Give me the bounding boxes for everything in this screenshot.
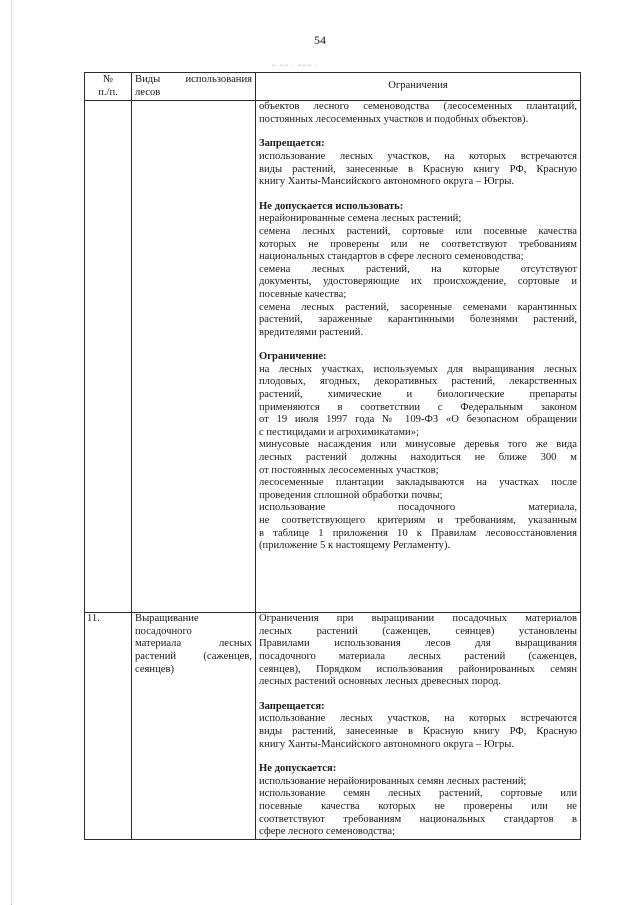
prohibited-list [259,713,577,751]
text-line: соответствуют требованиям национальных стандартов в [259,813,577,825]
text-line: посевные качества которых не проверены или не [259,800,577,812]
text-line: применяются в соответствии с Федеральным законом [259,401,577,413]
text-line: книгу Ханты-Мансийского автономного округа – Югры. [259,738,515,750]
scan-mark: ~ ~~ · ~~~ · [272,62,319,70]
text-line: использование лесных участков, на которых встречаются [259,150,577,162]
text-line: использование посадочного материала, [259,502,577,514]
text-line: сеянцев), Порядком использования районированных семян [259,663,577,675]
restriction-intro [259,613,577,689]
text-line: с пестицидами и агрохимикатами»; [259,426,419,438]
table-row [85,613,581,840]
header-restrictions: Ограничения [256,73,581,101]
restriction-intro [259,101,577,126]
row-use-cell [132,613,256,840]
not-allowed-list [259,213,577,339]
row-number: 11. [85,613,132,840]
text-line: объектов лесного семеноводства (лесосеменных плантаций, [259,101,577,113]
text-line: Ограничения при выращивании посадочных материалов [259,613,577,625]
forest-use-name [135,613,252,676]
text-line: в таблице 1 приложения 10 к Правилам лесовосстановления [259,527,577,539]
table-row [85,101,581,613]
not-allowed-heading: Не допускается: [259,763,337,775]
text-line: постоянных лесосеменных участков и подобных объектов). [259,113,529,125]
row-use-cell [132,101,256,613]
not-allowed-list [259,776,577,839]
text-line: лесных растений должны находиться не ближе 300 м [259,452,577,464]
restrictions-table [84,72,581,840]
text-line: от постоянных лесосеменных участков; [259,464,439,476]
text-line: лесосеменные плантации закладываются на участках после [259,477,577,489]
text-line: посадочного материала лесных растений (саженцев, [259,650,577,662]
header-forest-uses [132,73,256,101]
restriction-heading: Ограничение: [259,351,327,363]
header-number-line: № [102,74,114,85]
row-restrictions-cell [256,613,581,840]
text-line: сфере лесного семеноводства; [259,826,396,838]
restriction-list [259,364,577,553]
text-line: материала лесных [135,638,252,650]
text-line: семена лесных растений, сортовые или посевные качества [259,225,577,237]
text-line: национальных стандартов в сфере лесного семеноводства; [259,251,524,263]
text-line: посевные качества; [259,288,347,300]
text-line: Выращивание [135,613,199,625]
not-allowed-heading: Не допускается использовать: [259,200,404,212]
row-restrictions-cell [256,101,581,613]
binding-line [11,0,12,905]
text-line: использование семян лесных растений, сортовые или [259,788,577,800]
text-line: Правилами использования лесов для выращивания [259,638,577,650]
text-line: нерайонированные семена лесных растений; [259,213,462,225]
header-uses-line: Виды использования [135,74,252,85]
table-header-row [85,73,581,101]
text-line: документы, удостоверяющие их происхождение, сортовые и [259,276,577,288]
row-number-cell [85,101,132,613]
text-line: семена лесных растений, на которые отсутствуют [259,263,577,275]
header-number [85,73,132,101]
text-line: лесных растений основных лесных древесных пород. [259,676,502,688]
text-line: растений (саженцев, [135,650,252,662]
text-line: (приложение 5 к настоящему Регламенту). [259,540,451,552]
text-line: посадочного [135,625,192,637]
text-line: которых не проверены или не соответствуют требованиям [259,238,577,250]
prohibited-list [259,151,577,189]
text-line: вредителями растений. [259,326,364,338]
text-line: минусовые насаждения или минусовые деревья того же вида [259,439,577,451]
text-line: растений, зараженные карантинными болезнями растений, [259,314,577,326]
text-line: сеянцев) [135,663,174,675]
prohibited-heading: Запрещается: [259,138,325,150]
text-line: виды растений, занесенные в Красную книгу РФ, Красную [259,725,577,737]
text-line: проведения сплошной обработки почвы; [259,489,443,501]
text-line: на лесных участках, используемых для выращивания лесных [259,363,577,375]
text-line: использование нерайонированных семян лесных растений; [259,775,527,787]
header-number-line: п./п. [98,86,118,98]
text-line: плодовых, ягодных, декоративных растений, лекарственных [259,376,577,388]
text-line: от 19 июля 1997 года № 109-ФЗ «О безопасном обращении [259,414,577,426]
prohibited-heading: Запрещается: [259,700,325,712]
text-line: использование лесных участков, на которых встречаются [259,713,577,725]
text-line: семена лесных растений, засоренные семенами карантинных [259,301,577,313]
text-line: лесных растений (саженцев, сеянцев) установлены [259,625,577,637]
text-line: растений, химические и биологические препараты [259,389,577,401]
text-line: виды растений, занесенные в Красную книгу РФ, Красную [259,163,577,175]
text-line: книгу Ханты-Мансийского автономного округа – Югры. [259,176,515,188]
header-uses-line: лесов [135,86,161,98]
page-number: 54 [314,33,326,47]
text-line: не соответствующего критериям и требованиям, указанным [259,515,577,526]
